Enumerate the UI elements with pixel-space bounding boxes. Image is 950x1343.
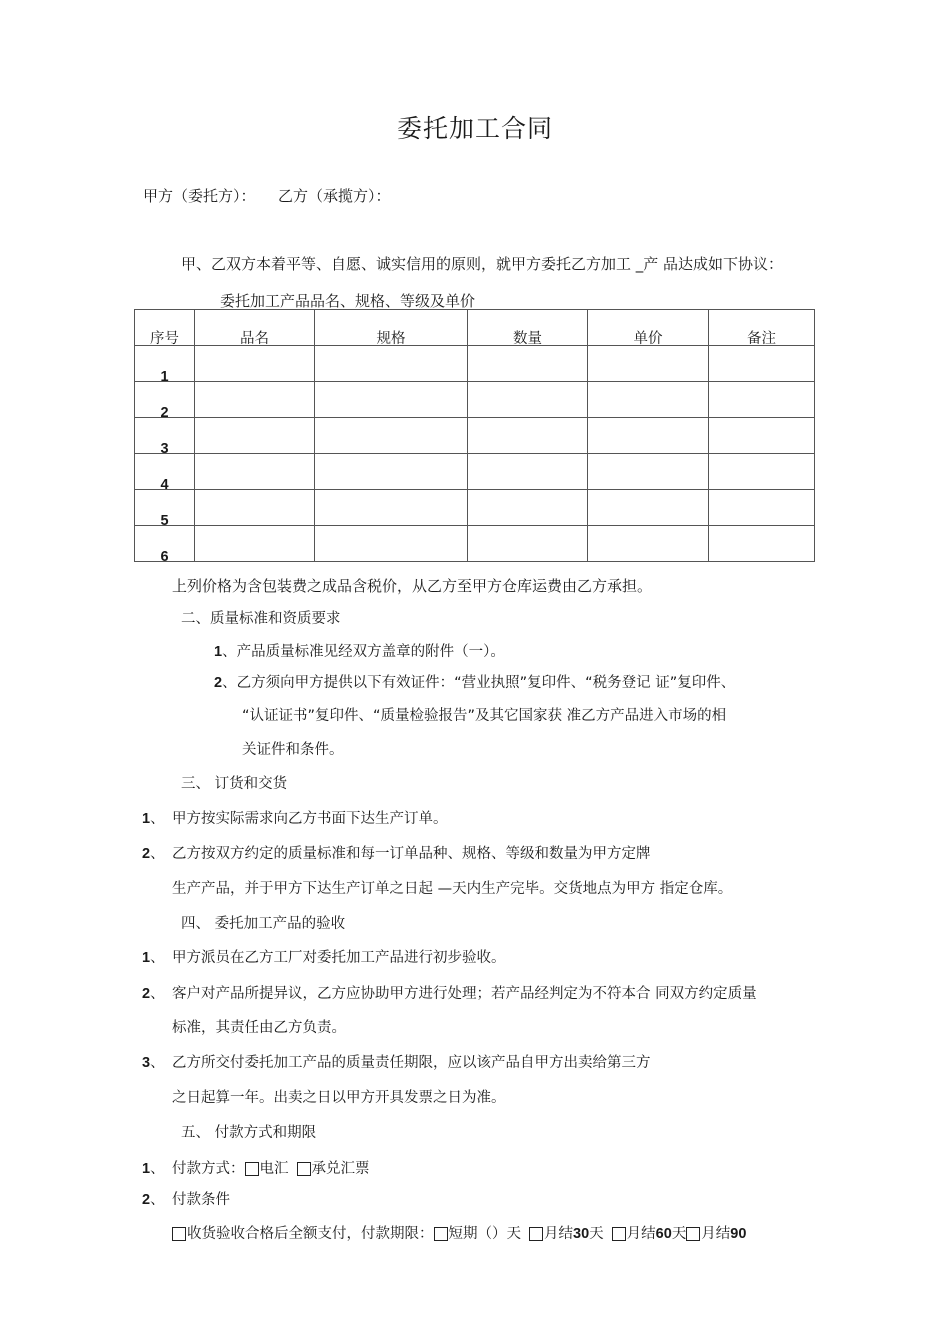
intro-paragraph: 甲、乙双方本着平等、自愿、诚实信用的原则，就甲方委托乙方加工 _产 品达成如下协议： [181, 255, 784, 273]
cell-remarks [709, 382, 815, 418]
cell-remarks [709, 526, 815, 562]
header-quantity: 数量 [468, 310, 588, 346]
section3-item1 [142, 809, 165, 829]
row-index: 6 [135, 526, 195, 562]
item-text: 、乙方须向甲方提供以下有效证件：“营业执照”复印件、“税务登记 证”复印件、 [222, 675, 736, 691]
item-number: 2 [142, 986, 151, 1002]
section3-item2-line2: 生产产品，并于甲方下达生产订单之日起 —天内生产完毕。交货地点为甲方 指定仓库。 [172, 881, 733, 897]
cell-remarks [709, 490, 815, 526]
cell-product-name [195, 526, 315, 562]
product-table [134, 309, 815, 565]
section2-item1 [214, 642, 505, 662]
item-separator: 、 [150, 1055, 165, 1071]
cell-specification [315, 418, 468, 454]
item-separator: 、 [150, 950, 165, 966]
cell-unit-price [588, 490, 709, 526]
row-index: 4 [135, 454, 195, 490]
checkbox-month-30[interactable] [529, 1227, 543, 1241]
cell-unit-price [588, 526, 709, 562]
payment-method-label: 付款方式： [172, 1161, 245, 1177]
item-number: 2 [214, 675, 223, 691]
item-text: 、产品质量标准见经双方盖章的附件（一）。 [222, 644, 505, 660]
section3-heading: 三、 订货和交货 [181, 776, 288, 792]
document-title: 委托加工合同 [396, 114, 553, 143]
cell-quantity [468, 526, 588, 562]
party-a-label: 甲方（委托方）： [143, 187, 256, 205]
cell-product-name [195, 418, 315, 454]
option-month-60-unit: 天 [671, 1226, 687, 1242]
section4-item3-line2: 之日起算一年。出卖之日以甲方开具发票之日为准。 [172, 1090, 506, 1106]
item-number: 3 [142, 1055, 151, 1071]
section3-item2 [142, 844, 165, 864]
cell-product-name [195, 454, 315, 490]
cell-remarks [709, 454, 815, 490]
item-number: 2 [142, 1192, 151, 1208]
section4-item3-line1: 乙方所交付委托加工产品的质量责任期限，应以该产品自甲方出卖给第三方 [172, 1055, 651, 1071]
section1-heading: 委托加工产品品名、规格、等级及单价 [220, 292, 476, 310]
option-acceptance-bill: 承兑汇票 [311, 1161, 370, 1177]
table-row [135, 490, 815, 526]
checkbox-wire-transfer[interactable] [245, 1162, 259, 1176]
section4-item2-line2: 标准，其责任由乙方负责。 [172, 1020, 346, 1036]
item-number: 1 [142, 811, 151, 827]
row-index: 3 [135, 418, 195, 454]
cell-quantity [468, 346, 588, 382]
section5-item2 [142, 1190, 165, 1210]
item-separator: 、 [150, 811, 165, 827]
payment-conditions-line [172, 1224, 746, 1244]
option-month-90-label: 月结 [701, 1226, 731, 1242]
item-number: 1 [142, 950, 151, 966]
table-row [135, 346, 815, 382]
cell-quantity [468, 418, 588, 454]
section4-item2 [142, 984, 165, 1004]
cell-unit-price [588, 454, 709, 490]
table-row [135, 526, 815, 562]
section3-item2-line1: 乙方按双方约定的质量标准和每一订单品种、规格、等级和数量为甲方定牌 [172, 846, 651, 862]
section2-heading: 二、质量标准和资质要求 [181, 611, 341, 627]
checkbox-acceptance-bill[interactable] [297, 1162, 311, 1176]
section4-item3 [142, 1053, 165, 1073]
checkbox-month-60[interactable] [612, 1227, 626, 1241]
cell-unit-price [588, 382, 709, 418]
cell-remarks [709, 346, 815, 382]
table-header-row [135, 310, 815, 346]
item-separator: 、 [150, 1161, 165, 1177]
section4-heading: 四、 委托加工产品的验收 [181, 916, 346, 932]
section5-item1 [142, 1159, 165, 1179]
checkbox-full-payment[interactable] [172, 1227, 186, 1241]
table-row [135, 454, 815, 490]
checkbox-short-term[interactable] [434, 1227, 448, 1241]
cell-specification [315, 490, 468, 526]
item-separator: 、 [150, 986, 165, 1002]
item-number: 1 [214, 644, 223, 660]
section4-item2-line1: 客户对产品所提异议，乙方应协助甲方进行处理；若产品经判定为不符本合 同双方约定质量 [172, 986, 757, 1002]
cell-product-name [195, 490, 315, 526]
header-product-name: 品名 [195, 310, 315, 346]
option-month-60-label: 月结 [626, 1226, 656, 1242]
header-index: 序号 [135, 310, 195, 346]
cell-quantity [468, 382, 588, 418]
party-b-label: 乙方（承揽方）： [278, 187, 391, 205]
row-index: 5 [135, 490, 195, 526]
section5-heading: 五、 付款方式和期限 [181, 1125, 317, 1141]
row-index: 1 [135, 346, 195, 382]
option-month-30-label: 月结 [544, 1226, 573, 1242]
cell-product-name [195, 346, 315, 382]
section4-item1 [142, 948, 165, 968]
option-short-term: 短期（）天 [448, 1226, 521, 1242]
option-month-90-value: 90 [730, 1226, 747, 1242]
section2-item2-line1 [214, 673, 735, 693]
checkbox-month-90[interactable] [686, 1227, 700, 1241]
cell-remarks [709, 418, 815, 454]
item-number: 1 [142, 1161, 151, 1177]
price-note: 上列价格为含包装费之成品含税价，从乙方至甲方仓库运费由乙方承担。 [172, 577, 653, 595]
option-month-30-value: 30 [573, 1226, 590, 1242]
row-index: 2 [135, 382, 195, 418]
cell-specification [315, 346, 468, 382]
header-unit-price: 单价 [588, 310, 709, 346]
cell-unit-price [588, 418, 709, 454]
table-row [135, 382, 815, 418]
section2-item2-line2: “认证证书”复印件、“质量检验报告”及其它国家获 准乙方产品进入市场的相 [242, 708, 727, 724]
section2-item2-line3: 关证件和条件。 [242, 742, 344, 758]
section4-item1-text: 甲方派员在乙方工厂对委托加工产品进行初步验收。 [172, 950, 506, 966]
cell-quantity [468, 490, 588, 526]
item-separator: 、 [150, 846, 165, 862]
option-month-30-unit: 天 [589, 1226, 604, 1242]
item-number: 2 [142, 846, 151, 862]
cell-specification [315, 526, 468, 562]
cell-specification [315, 382, 468, 418]
payment-method-line [172, 1159, 370, 1179]
table-row [135, 418, 815, 454]
header-remarks: 备注 [709, 310, 815, 346]
option-wire-transfer: 电汇 [259, 1161, 289, 1177]
payment-terms-label: 付款条件 [172, 1192, 230, 1208]
header-specification: 规格 [315, 310, 468, 346]
cell-quantity [468, 454, 588, 490]
option-full-payment: 收货验收合格后全额支付，付款期限： [187, 1226, 434, 1242]
cell-specification [315, 454, 468, 490]
item-separator: 、 [150, 1192, 165, 1208]
section3-item1-text: 甲方按实际需求向乙方书面下达生产订单。 [172, 811, 448, 827]
cell-product-name [195, 382, 315, 418]
cell-unit-price [588, 346, 709, 382]
option-month-60-value: 60 [655, 1226, 672, 1242]
